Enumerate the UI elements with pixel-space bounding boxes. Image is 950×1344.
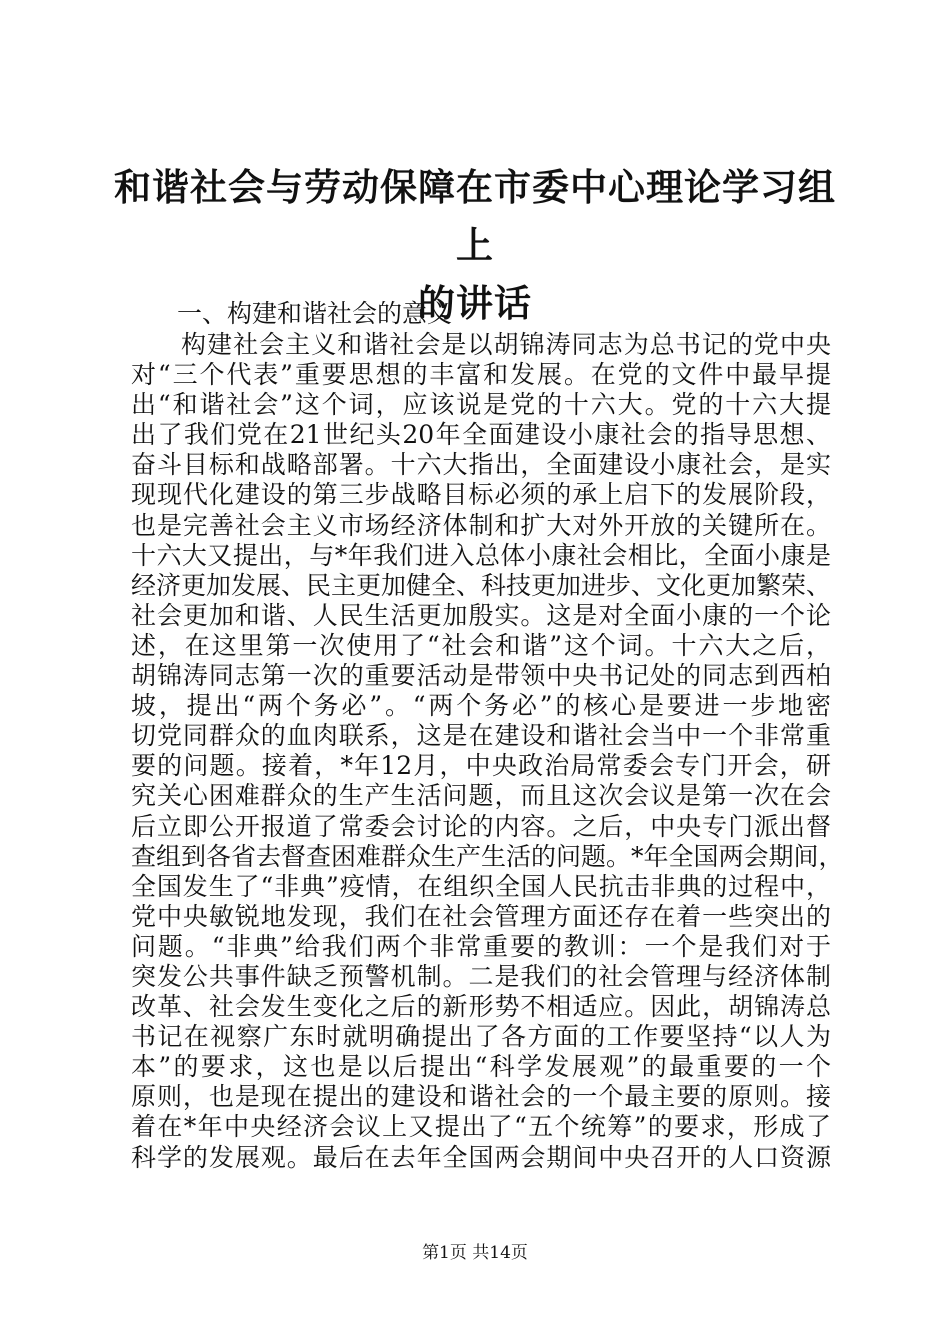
paragraph-line: 十六大又提出，与*年我们进入总体小康社会相比，全面小康是 [131, 540, 831, 570]
paragraph-line: 奋斗目标和战略部署。十六大指出，全面建设小康社会，是实 [131, 450, 831, 480]
paragraph-line: 出了我们党在21世纪头20年全面建设小康社会的指导思想、 [131, 420, 831, 450]
paragraph-line: 胡锦涛同志第一次的重要活动是带领中央书记处的同志到西柏 [131, 661, 831, 691]
title-line-1: 和谐社会与劳动保障在市委中心理论学习组上 [114, 165, 836, 267]
paragraph-line: 后立即公开报道了常委会讨论的内容。之后，中央专门派出督 [131, 811, 831, 841]
paragraph-line: 也是完善社会主义市场经济体制和扩大对外开放的关键所在。 [131, 510, 831, 540]
page-footer [0, 1242, 950, 1264]
paragraph-line: 书记在视察广东时就明确提出了各方面的工作要坚持“以人为 [131, 1022, 831, 1052]
paragraph-line: 改革、社会发生变化之后的新形势不相适应。因此，胡锦涛总 [131, 992, 831, 1022]
paragraph-line: 构建社会主义和谐社会是以胡锦涛同志为总书记的党中央 [181, 330, 831, 359]
title-line-2: 的讲话 [418, 281, 532, 325]
paragraph-line: 要的问题。接着，*年12月，中央政治局常委会专门开会，研 [131, 751, 831, 781]
paragraph-line: 着在*年中央经济会议上又提出了“五个统筹”的要求，形成了 [131, 1112, 831, 1142]
paragraph-line: 对“三个代表”重要思想的丰富和发展。在党的文件中最早提 [131, 360, 831, 390]
paragraph-line: 出“和谐社会”这个词，应该说是党的十六大。党的十六大提 [131, 390, 831, 420]
paragraph-line: 社会更加和谐、人民生活更加殷实。这是对全面小康的一个论 [131, 600, 831, 630]
paragraph-line: 科学的发展观。最后在去年全国两会期间中央召开的人口资源 [131, 1142, 831, 1172]
paragraph-line: 查组到各省去督查困难群众生产生活的问题。*年全国两会期间， [131, 841, 844, 871]
paragraph-line: 现现代化建设的第三步战略目标必须的承上启下的发展阶段， [131, 480, 831, 510]
paragraph-line: 突发公共事件缺乏预警机制。二是我们的社会管理与经济体制 [131, 961, 831, 991]
paragraph-line: 原则，也是现在提出的建设和谐社会的一个最主要的原则。接 [131, 1082, 831, 1112]
paragraph-line: 全国发生了“非典”疫情，在组织全国人民抗击非典的过程中， [131, 871, 831, 901]
body-paragraph [131, 330, 844, 1173]
page-number: 第1页 共14页 [422, 1243, 528, 1263]
paragraph-line: 切党同群众的血肉联系，这是在建设和谐社会当中一个非常重 [131, 721, 831, 751]
paragraph-line: 究关心困难群众的生产生活问题，而且这次会议是第一次在会 [131, 781, 831, 811]
paragraph-line: 述，在这里第一次使用了“社会和谐”这个词。十六大之后， [131, 630, 831, 660]
paragraph-line: 党中央敏锐地发现，我们在社会管理方面还存在着一些突出的 [131, 901, 831, 931]
paragraph-line: 坡，提出“两个务必”。“两个务必”的核心是要进一步地密 [131, 691, 831, 721]
paragraph-line: 本”的要求，这也是以后提出“科学发展观”的最重要的一个 [131, 1052, 831, 1082]
paragraph-line: 问题。“非典”给我们两个非常重要的教训：一个是我们对于 [131, 931, 831, 961]
paragraph-line: 经济更加发展、民主更加健全、科技更加进步、文化更加繁荣、 [131, 570, 832, 600]
section-heading: 一、构建和谐社会的意义 [177, 299, 453, 328]
